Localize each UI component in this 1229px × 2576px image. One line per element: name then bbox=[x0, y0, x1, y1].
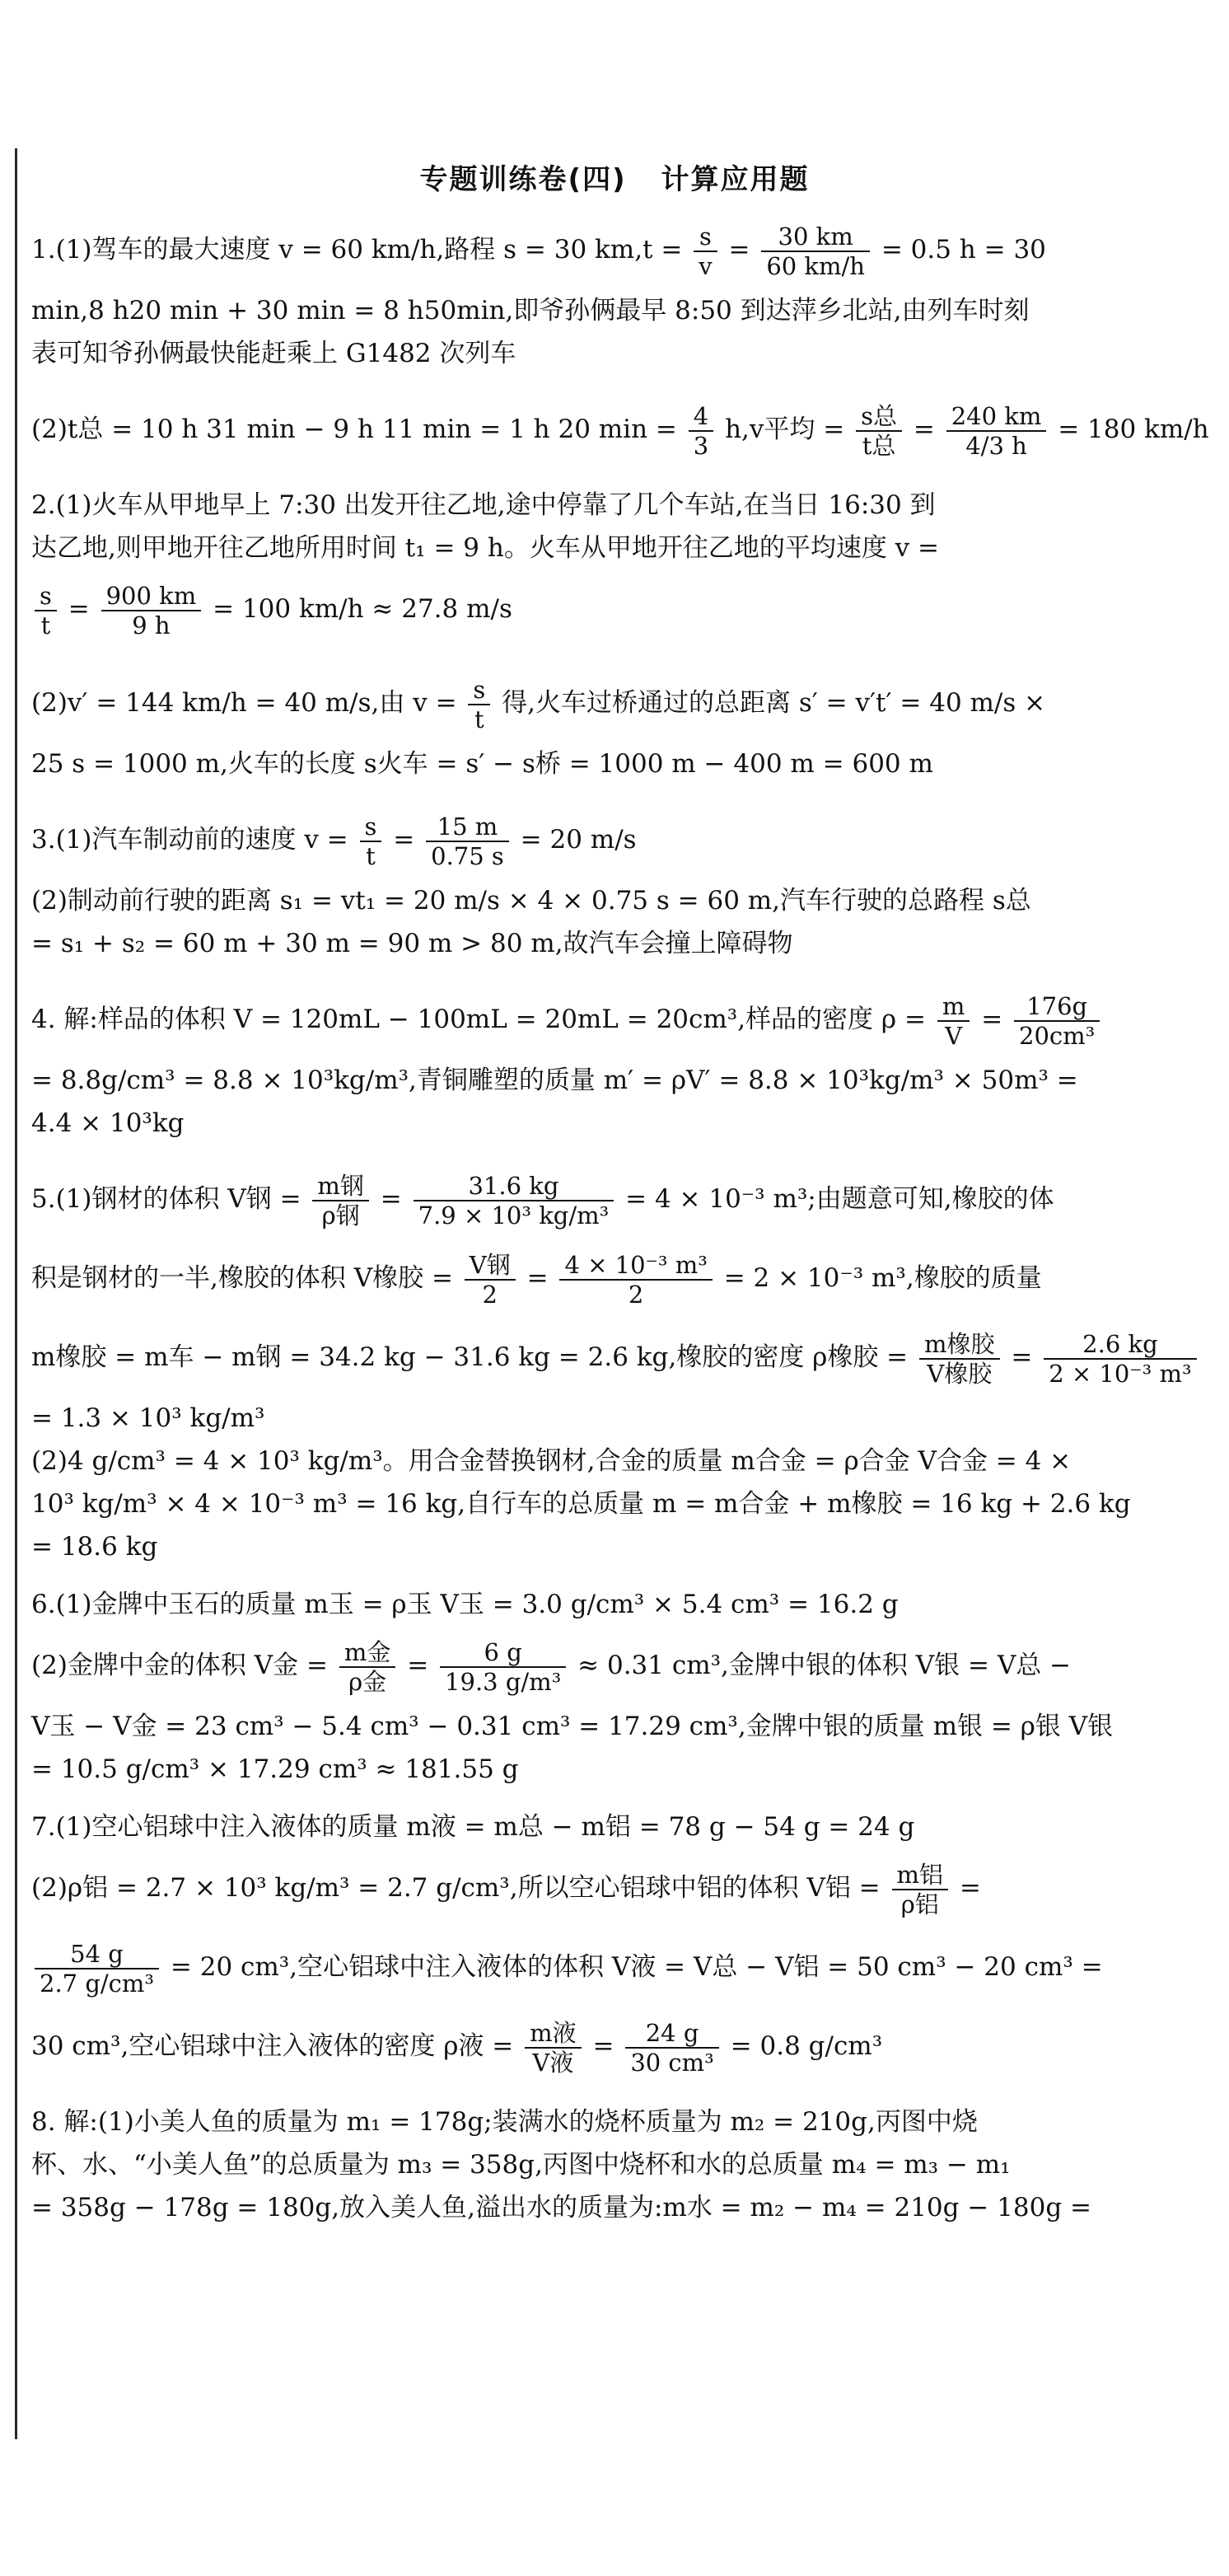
fraction: $\frac{s}{t}$ bbox=[35, 582, 57, 639]
fraction: $\frac{\text{V钢}}{2}$ bbox=[465, 1251, 516, 1309]
fraction: $\frac{240 km}{4/3 h}$ bbox=[946, 402, 1047, 460]
q8-line-3: = 358g − 178g = 180g,放入美人鱼,溢出水的质量为:m水 = m₂ − m₄ = 210g − 180g = bbox=[31, 2193, 1092, 2222]
fraction: $\frac{2.6 kg}{\text{2 × 10⁻³ m³}}$ bbox=[1044, 1330, 1196, 1388]
q4-line-1: 4. 解:样品的体积 V = 120mL − 100mL = 20mL = 20cm³,样品的密度 ρ = $\frac{m}{V}$ = $\frac{176g}{\text{20cm³}}$ bbox=[31, 980, 1061, 1059]
fraction: $\frac{31.6 kg}{\text{7.9 × 10³ kg/m³}}$ bbox=[414, 1172, 614, 1229]
fraction: $\frac{\text{m液}}{\text{V液}}$ bbox=[525, 2019, 582, 2077]
q7-line-2: (2)ρ铝 = 2.7 × 10³ kg/m³ = 2.7 g/cm³,所以空心铝球中铝的体积 V铝 = $\frac{\text{m铝}}{\text{ρ铝}}$ = bbox=[31, 1860, 981, 1918]
q7-line-1: 7.(1)空心铝球中注入液体的质量 m液 = m总 − m铝 = 78 g − 54 g = 24 g bbox=[31, 1812, 915, 1842]
q3-line-1: 3.(1)汽车制动前的速度 v = $\frac{s}{t}$ = $\frac{15 m}{0.75 s}$ = 20 m/s bbox=[31, 812, 637, 870]
fraction: $\frac{30 km}{60 km/h}$ bbox=[761, 222, 870, 280]
fraction: $\frac{\text{m铝}}{\text{ρ铝}}$ bbox=[892, 1861, 949, 1918]
page-title bbox=[0, 157, 1229, 197]
fraction: $\frac{\text{s总}}{\text{t总}}$ bbox=[856, 402, 902, 460]
fraction: $\frac{15 m}{0.75 s}$ bbox=[426, 813, 509, 870]
answer-content bbox=[31, 210, 1209, 2229]
fraction: $\frac{900 km}{9 h}$ bbox=[101, 582, 202, 639]
fraction: $\frac{6 g}{\text{19.3 g/m³}}$ bbox=[440, 1638, 566, 1696]
q2-line-2: 达乙地,则甲地开往乙地所用时间 t₁ = 9 h。火车从甲地开往乙地的平均速度 v = bbox=[31, 533, 940, 563]
q3-line-3: = s₁ + s₂ = 60 m + 30 m = 90 m > 80 m,故汽车会撞上障碍物 bbox=[31, 929, 793, 958]
q2-line-4: (2)v′ = 144 km/h = 40 m/s,由 v = $\frac{s}{t}$ 得,火车过桥通过的总距离 s′ = v′t′ = 40 m/s × bbox=[31, 675, 1046, 733]
fraction: $\frac{\text{4 × 10⁻³ m³}}{2}$ bbox=[559, 1251, 712, 1309]
q5-line-5: (2)4 g/cm³ = 4 × 10³ kg/m³。用合金替换钢材,合金的质量 m合金 = ρ合金 V合金 = 4 × bbox=[31, 1446, 1072, 1476]
q6-line-2: (2)金牌中金的体积 V金 = $\frac{\text{m金}}{\text{ρ金}}$ = $\frac{6 g}{\text{19.3 g/m³}}$ ≈ 0.31 cm³,金牌中银的体积 V银 = V总 − bbox=[31, 1637, 1072, 1696]
q5-line-2: 积是钢材的一半,橡胶的体积 V橡胶 = $\frac{\text{V钢}}{2}$ = $\frac{\text{4 × 10⁻³ m³}}{2}$ = 2 × 10⁻³ m³,橡胶的质量 bbox=[31, 1250, 1042, 1309]
q4-line-2: = 8.8g/cm³ = 8.8 × 10³kg/m³,青铜雕塑的质量 m′ = ρV′ = 8.8 × 10³kg/m³ × 50m³ = bbox=[31, 1066, 1078, 1095]
q2-line-5: 25 s = 1000 m,火车的长度 s火车 = s′ − s桥 = 1000 m − 400 m = 600 m bbox=[31, 749, 933, 779]
title-main: 专题训练卷(四) bbox=[419, 163, 627, 196]
q7-line-3: $\frac{54 g}{\text{2.7 g/cm³}}$ = 20 cm³,空心铝球中注入液体的体积 V液 = V总 − V铝 = 50 cm³ − 20 cm³ = bbox=[31, 1927, 1061, 2007]
fraction: $\frac{4}{3}$ bbox=[689, 402, 713, 460]
fraction: $\frac{\text{m金}}{\text{ρ金}}$ bbox=[339, 1638, 396, 1696]
q1-line-4: (2)t总 = 10 h 31 min − 9 h 11 min = 1 h 20 min = $\frac{4}{3}$ h,v平均 = $\frac{\text{s总}}{\text{t总}}$ = $\frac{240 km}{4/3 h}$ = 180 km/h bbox=[31, 401, 1209, 460]
fraction: $\frac{s}{t}$ bbox=[468, 676, 490, 733]
q2-line-3: $\frac{s}{t}$ = $\frac{900 km}{9 h}$ = 100 km/h ≈ 27.8 m/s bbox=[31, 569, 1061, 649]
margin-rule bbox=[15, 148, 17, 2439]
q5-line-1: 5.(1)钢材的体积 V钢 = $\frac{\text{m钢}}{\text{ρ钢}}$ = $\frac{31.6 kg}{\text{7.9 × 10³ kg/m³}}$ = 4 × 10⁻³ m³;由题意可知,橡胶的体 bbox=[31, 1171, 1054, 1229]
fraction: $\frac{\text{m橡胶}}{\text{V橡胶}}$ bbox=[919, 1330, 1000, 1388]
q8-line-2: 杯、水、“小美人鱼”的总质量为 m₃ = 358g,丙图中烧杯和水的总质量 m₄ = m₃ − m₁ bbox=[31, 2150, 1011, 2180]
q5-line-3: m橡胶 = m车 − m钢 = 34.2 kg − 31.6 kg = 2.6 kg,橡胶的密度 ρ橡胶 = $\frac{\text{m橡胶}}{\text{V橡胶}}$ = $\frac{2.6 kg}{\text{2 × 10⁻³ m³}}$ bbox=[31, 1318, 1061, 1397]
fraction: $\frac{s}{v}$ bbox=[694, 222, 717, 280]
q5-line-7: = 18.6 kg bbox=[31, 1532, 158, 1562]
fraction: $\frac{54 g}{\text{2.7 g/cm³}}$ bbox=[35, 1940, 159, 1998]
fraction: $\frac{24 g}{\text{30 cm³}}$ bbox=[625, 2019, 719, 2077]
fraction: $\frac{m}{V}$ bbox=[937, 992, 970, 1050]
q6-line-4: = 10.5 g/cm³ × 17.29 cm³ ≈ 181.55 g bbox=[31, 1754, 519, 1784]
q1-line-3: 表可知爷孙俩最快能赶乘上 G1482 次列车 bbox=[31, 339, 516, 368]
fraction: $\frac{176g}{\text{20cm³}}$ bbox=[1014, 992, 1100, 1050]
q4-line-3: 4.4 × 10³kg bbox=[31, 1108, 185, 1138]
fraction: $\frac{\text{m钢}}{\text{ρ钢}}$ bbox=[312, 1172, 369, 1229]
q1-line-2: min,8 h20 min + 30 min = 8 h50min,即爷孙俩最早 8:50 到达萍乡北站,由列车时刻 bbox=[31, 296, 1030, 326]
q7-line-4: 30 cm³,空心铝球中注入液体的密度 ρ液 = $\frac{\text{m液}}{\text{V液}}$ = $\frac{24 g}{\text{30 cm³}}$ = 0.8 g/cm³ bbox=[31, 2018, 883, 2077]
q1-line-1: 1.(1)驾车的最大速度 v = 60 km/h,路程 s = 30 km,t = $\frac{s}{v}$ = $\frac{30 km}{60 km/h}$ = 0.5 h = 30 bbox=[31, 222, 1046, 280]
title-sub: 计算应用题 bbox=[661, 163, 810, 196]
q3-line-2: (2)制动前行驶的距离 s₁ = vt₁ = 20 m/s × 4 × 0.75 s = 60 m,汽车行驶的总路程 s总 bbox=[31, 886, 1031, 916]
fraction: $\frac{s}{t}$ bbox=[360, 813, 382, 870]
q5-line-6: 10³ kg/m³ × 4 × 10⁻³ m³ = 16 kg,自行车的总质量 m = m合金 + m橡胶 = 16 kg + 2.6 kg bbox=[31, 1489, 1131, 1519]
q5-line-4: = 1.3 × 10³ kg/m³ bbox=[31, 1403, 265, 1433]
q8-line-1: 8. 解:(1)小美人鱼的质量为 m₁ = 178g;装满水的烧杯质量为 m₂ = 210g,丙图中烧 bbox=[31, 2107, 978, 2137]
q6-line-1: 6.(1)金牌中玉石的质量 m玉 = ρ玉 V玉 = 3.0 g/cm³ × 5.4 cm³ = 16.2 g bbox=[31, 1590, 899, 1619]
q2-line-1: 2.(1)火车从甲地早上 7:30 出发开往乙地,途中停靠了几个车站,在当日 16:30 到 bbox=[31, 490, 936, 520]
q6-line-3: V玉 − V金 = 23 cm³ − 5.4 cm³ − 0.31 cm³ = 17.29 cm³,金牌中银的质量 m银 = ρ银 V银 bbox=[31, 1712, 1114, 1741]
